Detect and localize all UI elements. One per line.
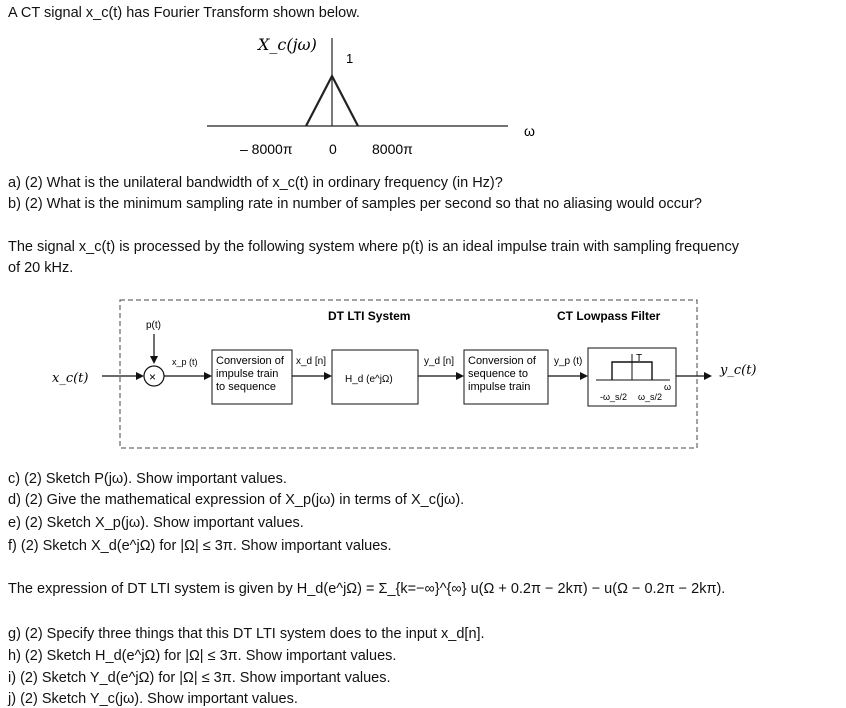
conv2-line3: impulse train xyxy=(468,381,531,393)
xd-label: x_d [n] xyxy=(296,356,327,367)
block-diagram xyxy=(0,290,846,460)
filter-neg-label: -ω_s/2 xyxy=(600,392,628,402)
conv2-line2: sequence to xyxy=(468,368,528,380)
conv1-line1: Conversion of xyxy=(216,355,284,367)
output-arrowhead xyxy=(704,372,712,380)
conv2-line1: Conversion of xyxy=(468,355,536,367)
system-desc-line1: The signal x_c(t) is processed by the following system where p(t) is an ideal impulse train with sampling frequency xyxy=(8,239,739,255)
xd-arrowhead xyxy=(324,372,332,380)
question-g: g) (2) Specify three things that this DT LTI system does to the input x_d[n]. xyxy=(8,626,485,642)
hd-expression: The expression of DT LTI system is given by H_d(e^jΩ) = Σ_{k=−∞}^{∞} u(Ω + 0.2π − 2kπ) − u(Ω − 0.2π − 2kπ). xyxy=(8,581,726,597)
yp-label: y_p (t) xyxy=(554,356,583,367)
question-i: i) (2) Sketch Y_d(e^jΩ) for |Ω| ≤ 3π. Show important values. xyxy=(8,670,391,686)
yp-arrowhead xyxy=(580,372,588,380)
tick-zero: 0 xyxy=(329,141,337,157)
spectrum-axis-var: ω xyxy=(524,123,535,139)
spectrum-peak-label: 1 xyxy=(346,51,354,66)
conv1-line3: to sequence xyxy=(216,381,276,393)
pt-arrowhead xyxy=(150,356,158,364)
lowpass-title: CT Lowpass Filter xyxy=(557,309,661,323)
question-h: h) (2) Sketch H_d(e^jΩ) for |Ω| ≤ 3π. Show important values. xyxy=(8,648,397,664)
multiplier-symbol: × xyxy=(149,370,157,384)
hd-label: H_d (e^jΩ) xyxy=(345,374,393,385)
system-desc-line2: of 20 kHz. xyxy=(8,260,74,276)
output-label: y_c(t) xyxy=(720,363,757,378)
input-arrowhead xyxy=(136,372,144,380)
question-d: d) (2) Give the mathematical expression of X_p(jω) in terms of X_c(jω). xyxy=(8,492,465,508)
spectrum-label: X_c(jω) xyxy=(258,35,317,54)
tick-pos-8000pi: 8000π xyxy=(372,141,413,157)
question-a: a) (2) What is the unilateral bandwidth of x_c(t) in ordinary frequency (in Hz)? xyxy=(8,175,503,191)
yd-arrowhead xyxy=(456,372,464,380)
filter-pos-label: ω_s/2 xyxy=(638,392,663,402)
intro-text: A CT signal x_c(t) has Fourier Transform shown below. xyxy=(8,5,360,21)
question-j: j) (2) Sketch Y_c(jω). Show important values. xyxy=(8,691,298,707)
question-e: e) (2) Sketch X_p(jω). Show important values. xyxy=(8,515,304,531)
tick-neg-8000pi: – 8000π xyxy=(240,141,293,157)
question-c: c) (2) Sketch P(jω). Show important values. xyxy=(8,471,287,487)
dt-system-title: DT LTI System xyxy=(328,309,411,323)
conv1-line2: impulse train xyxy=(216,368,279,380)
question-f: f) (2) Sketch X_d(e^jΩ) for |Ω| ≤ 3π. Show important values. xyxy=(8,538,392,554)
spectrum-plot xyxy=(0,0,846,170)
filter-axis-label: ω xyxy=(664,382,672,392)
yd-label: y_d [n] xyxy=(424,356,455,367)
question-b: b) (2) What is the minimum sampling rate in number of samples per second so that no aliasing would occur? xyxy=(8,196,702,212)
filter-gain-label: T xyxy=(636,353,643,364)
input-label: x_c(t) xyxy=(52,371,89,386)
pt-label: p(t) xyxy=(146,320,161,331)
xp-arrowhead xyxy=(204,372,212,380)
xp-label: x_p (t) xyxy=(172,357,198,367)
